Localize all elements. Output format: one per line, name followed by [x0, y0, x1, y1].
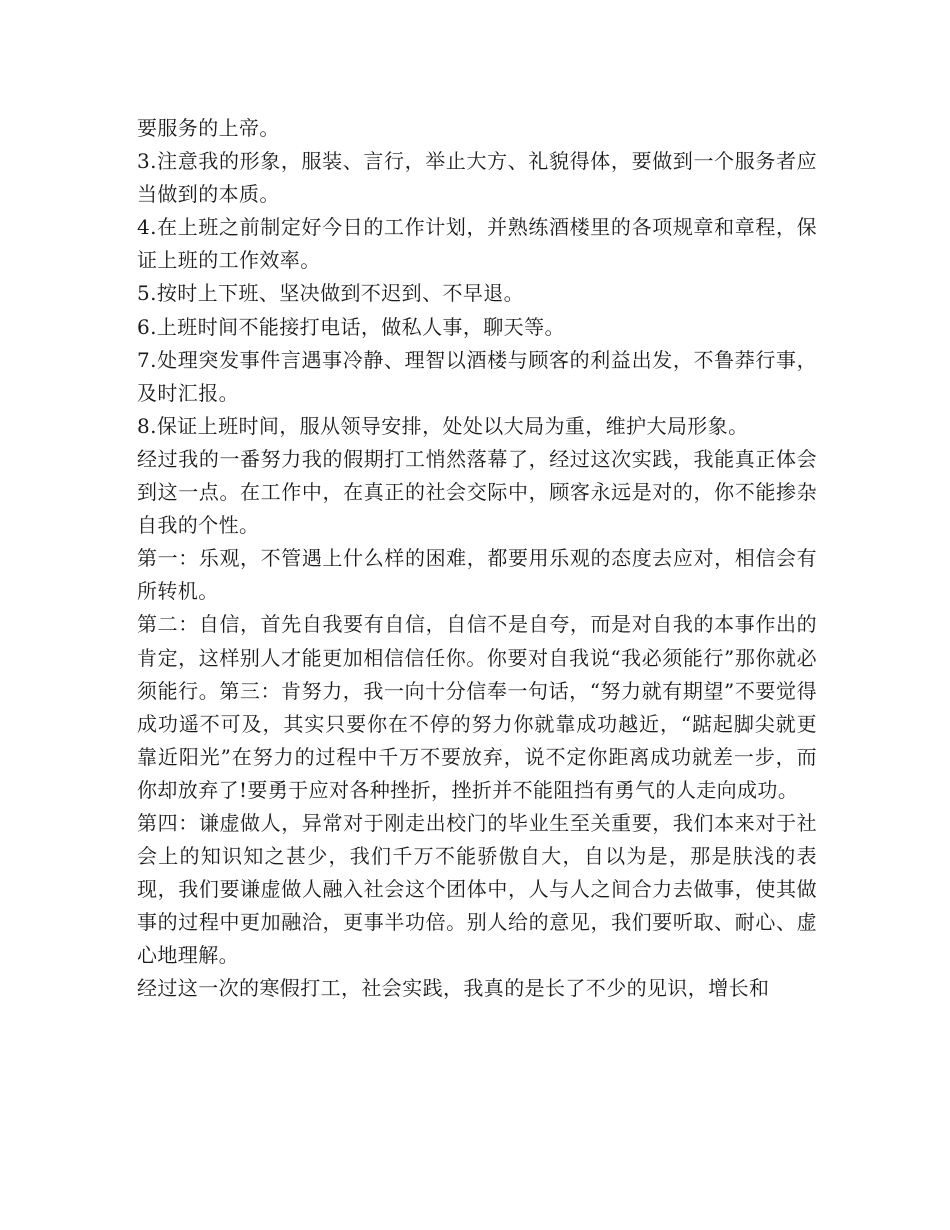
- document-body: [137, 112, 817, 1006]
- paragraph-item-5: 5.按时上下班、坚决做到不迟到、不早退。: [137, 281, 525, 306]
- paragraph-item-6: 6.上班时间不能接打电话，做私人事，聊天等。: [137, 314, 565, 339]
- paragraph-item-4: 4.在上班之前制定好今日的工作计划，并熟练酒楼里的各项规章和章程，保证上班的工作效率。: [137, 215, 817, 273]
- paragraph-continuation: 要服务的上帝。: [137, 116, 280, 140]
- paragraph-item-7: 7.处理突发事件言遇事冷静、理智以酒楼与顾客的利益出发，不鲁莽行事，及时汇报。: [137, 347, 817, 405]
- paragraph-item-3: 3.注意我的形象，服装、言行，举止大方、礼貌得体，要做到一个服务者应当做到的本质。: [137, 149, 817, 207]
- paragraph-closing: 经过这一次的寒假打工，社会实践，我真的是长了不少的见识，增长和: [137, 976, 770, 1001]
- paragraph-summary: 经过我的一番努力我的假期打工悄然落幕了，经过这次实践，我能真正体会到这一点。在工作中，在真正的社会交际中，顾客永远是对的，你不能掺杂自我的个性。: [137, 446, 817, 538]
- paragraph-second-third-point: 第二：自信，首先自我要有自信，自信不是自夸，而是对自我的本事作出的肯定，这样别人才能更加相信信任你。你要对自我说“我必须能行”那你就必须能行。第三：肯努力，我一向十分信奉一句话，“努力就有期望”不要觉得成功遥不可及，其实只要你在不停的努力你就靠成功越近，“踮起脚尖就更靠近阳光”在努力的过程中千万不要放弃，说不定你距离成功就差一步，而你却放弃了!要勇于应对各种挫折，挫折并不能阻挡有勇气的人走向成功。: [137, 612, 817, 802]
- paragraph-item-8: 8.保证上班时间，服从领导安排，处处以大局为重，维护大局形象。: [137, 413, 749, 438]
- paragraph-first-point: 第一：乐观，不管遇上什么样的困难，都要用乐观的态度去应对，相信会有所转机。: [137, 546, 817, 604]
- paragraph-fourth-point: 第四：谦虚做人，异常对于刚走出校门的毕业生至关重要，我们本来对于社会上的知识知之甚少，我们千万不能骄傲自大，自以为是，那是肤浅的表现，我们要谦虚做人融入社会这个团体中，人与人之间合力去做事，使其做事的过程中更加融洽，更事半功倍。别人给的意见，我们要听取、耐心、虚心地理解。: [137, 810, 817, 968]
